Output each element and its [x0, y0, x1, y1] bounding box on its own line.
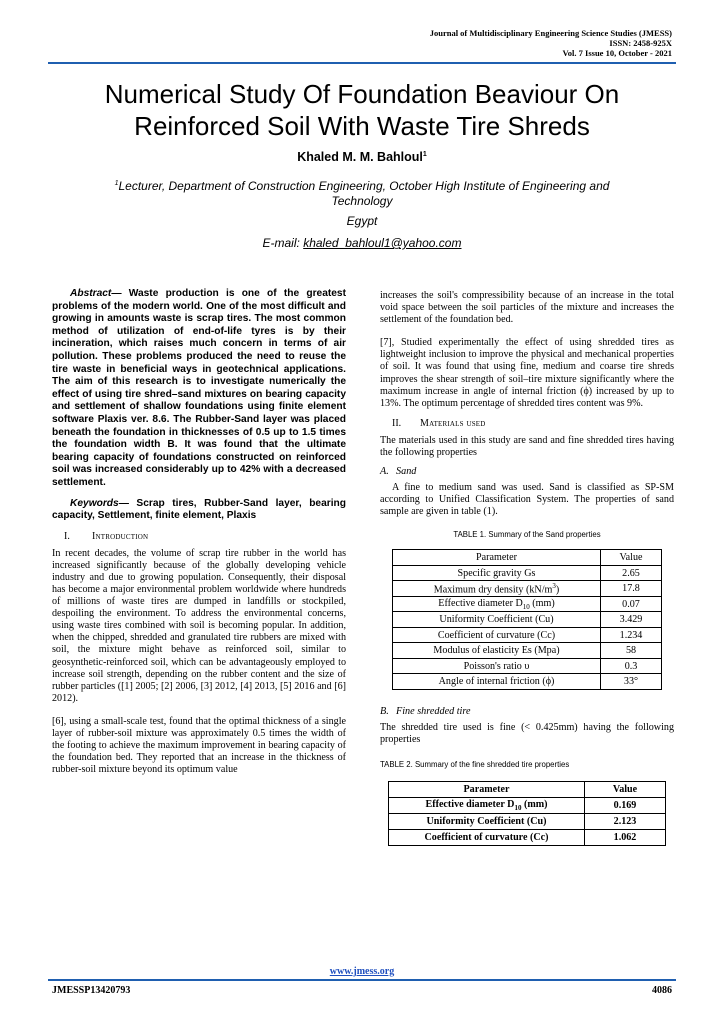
table-row	[393, 658, 662, 674]
table-row	[389, 798, 666, 814]
parameter-text: Specific gravity Gs	[457, 567, 536, 579]
subsection-heading-sand	[380, 466, 674, 477]
subsection-number: B.	[380, 705, 389, 717]
author-superscript: 1	[422, 150, 427, 158]
email-label: E-mail:	[262, 236, 304, 250]
materials-paragraph: The materials used in this study are sand and fine shredded tires having the following properties	[380, 434, 674, 458]
abstract	[52, 288, 346, 490]
subsection-title: Fine shredded tire	[396, 705, 471, 717]
email-link[interactable]: khaled_bahloul1@yahoo.com	[303, 236, 462, 250]
parameter-text: Maximum dry density (kN/m	[433, 584, 553, 596]
subsection-number: A.	[380, 466, 389, 478]
title-line-2: Reinforced Soil With Waste Tire Shreds	[134, 111, 590, 141]
table2-header-cell: Parameter	[389, 782, 585, 798]
parameter-cell	[393, 565, 601, 581]
parameter-unit: (mm)	[529, 597, 555, 609]
abstract-lead: Abstract	[70, 288, 112, 299]
journal-header	[430, 28, 672, 58]
parameter-cell	[393, 581, 601, 597]
journal-issn: ISSN: 2458-925X	[609, 38, 672, 48]
value-cell: 1.062	[585, 830, 666, 846]
table-row	[393, 674, 662, 690]
parameter-subscript: 10	[514, 804, 522, 812]
journal-link[interactable]: www.jmess.org	[329, 966, 395, 977]
table-1	[392, 549, 662, 690]
table1-header-cell: Value	[601, 550, 662, 566]
author-text: Khaled M. M. Bahloul	[297, 150, 423, 164]
table-2-caption: TABLE 2. Summary of the fine shredded tire properties	[380, 760, 570, 769]
tire-paragraph: The shredded tire used is fine (< 0.425mm) having the following properties	[380, 721, 674, 745]
intro-paragraph-1: In recent decades, the volume of scrap tire rubber in the world has increased significantly because of the globally developing vehicle industry and due to growing population. Consequently, their disposal has become a major environmental problem worldwide where hundreds of millions of waste tires are dumped in landfills or stockpiled, despoiling the environment. To address the environmental concerns, using waste tires combined with soil is becoming popular. In addition, when the chipped, shredded and granulated tire rubbers are mixed with soil, the mixture might behave as reinforced soil, similar to geosynthetic-reinforced soil, which can be advantageously employed to increase soil strength, depending on the rubber content and the size of rubber particles ([1] 2005; [2] 2006, [3] 2012, [4] 2013, [5] 2016 and [6] 2012).	[52, 547, 346, 704]
left-column	[52, 288, 346, 776]
table-row	[393, 643, 662, 659]
value-cell: 2.65	[601, 565, 662, 581]
country: Egypt	[346, 214, 378, 228]
value-cell: 33°	[601, 674, 662, 690]
value-cell: 0.3	[601, 658, 662, 674]
parameter-text: Effective diameter D	[438, 597, 523, 609]
parameter-text: Uniformity Coefficient (Cu)	[439, 614, 554, 626]
value-cell: 2.123	[585, 814, 666, 830]
paper-id: JMESSP13420793	[52, 985, 131, 996]
section-heading-introduction	[52, 531, 346, 542]
parameter-text: Uniformity Coefficient (Cu)	[426, 816, 547, 827]
keywords	[52, 498, 346, 523]
footer-rule	[48, 979, 676, 981]
keywords-text: — Scrap tires, Rubber-Sand layer, bearing capacity, Settlement, finite element, Plaxis	[52, 497, 346, 522]
value-cell: 0.169	[585, 798, 666, 814]
table1-header-row	[393, 550, 662, 566]
parameter-text: Poisson's ratio υ	[463, 660, 530, 672]
affiliation	[110, 176, 614, 209]
journal-name: Journal of Multidisciplinary Engineering Science Studies (JMESS)	[429, 28, 672, 38]
table-1-caption: TABLE 1. Summary of the Sand properties	[453, 530, 601, 540]
table-row	[393, 581, 662, 597]
abstract-text: — Waste production is one of the greatest problems of the modern world. One of the most difficult and growing in amounts waste is scrap tires. The most common method of utilization of end-of-life tyres is by their incineration, which raises much concern in terms of air pollution. These problems produced the need to reuse the tire waste in beneficial ways in geotechnical applications. The aim of this research is to investigate numerically the effect of using tire shred–sand mixtures on bearing capacity and settlement of shallow foundations using finite element software Plaxis ver. 8.6. The Rubber-Sand layer was placed beneath the foundation in thicknesses of 0.5 up to 1.5 times the foundation width B. It was found that the ultimate bearing capacity of foundations constructed on reinforced soil was increased considerably up to 42% with a decreased settlement.	[52, 288, 346, 488]
table-row	[393, 565, 662, 581]
parameter-unit: (mm)	[521, 798, 548, 810]
right-column	[380, 290, 674, 846]
parameter-cell	[393, 658, 601, 674]
section-number: I.	[64, 530, 70, 542]
parameter-text: Effective diameter D	[425, 798, 515, 810]
right-paragraph-1: increases the soil's compressibility because of an increase in the total void space between the soil particles of the mixture and increases the settlement of the foundation bed.	[380, 290, 674, 326]
table-row	[389, 830, 666, 846]
section-number: II.	[392, 417, 402, 429]
intro-paragraph-2: [6], using a small-scale test, found that the optimal thickness of a single layer of rubber-soil mixture was approximately 0.5 times the width of the footing to achieve the maximum improvement in bearing capacity of the foundation bed. They reported that an increase in the thickness of rubber-soil mixture beyond its optimum value	[52, 715, 346, 776]
parameter-cell	[393, 612, 601, 628]
affiliation-superscript: 1	[114, 180, 119, 187]
value-cell: 3.429	[601, 612, 662, 628]
parameter-text: Coefficient of curvature (Cc)	[437, 629, 556, 641]
value-cell: 0.07	[601, 596, 662, 612]
value-cell: 58	[601, 643, 662, 659]
parameter-unit: )	[555, 584, 560, 596]
paper-title	[40, 78, 684, 142]
table-row	[393, 596, 662, 612]
table-row	[393, 612, 662, 628]
parameter-cell	[389, 798, 585, 814]
table-row	[389, 814, 666, 830]
keywords-lead: Keywords	[70, 497, 119, 509]
table-2	[388, 781, 666, 846]
email-line	[0, 236, 724, 250]
page-number: 4086	[652, 985, 672, 996]
author-name	[0, 150, 724, 164]
affiliation-text: Lecturer, Department of Construction Engineering, October High Institute of Engineering and Technology	[118, 179, 610, 208]
section-title: Materials used	[420, 417, 486, 429]
parameter-cell	[393, 674, 601, 690]
parameter-subscript: 10	[522, 602, 530, 611]
footer-url	[0, 966, 724, 977]
subsection-title: Sand	[396, 466, 417, 478]
parameter-text: Angle of internal friction (ϕ)	[438, 676, 555, 688]
parameter-cell	[389, 830, 585, 846]
table2-header-row	[389, 782, 666, 798]
parameter-cell	[393, 596, 601, 612]
journal-volume: Vol. 7 Issue 10, October - 2021	[562, 48, 672, 58]
parameter-cell	[393, 643, 601, 659]
parameter-superscript: 3	[552, 581, 556, 590]
table1-header-cell: Parameter	[393, 550, 601, 566]
right-paragraph-2: [7], Studied experimentally the effect of using shredded tires as lightweight inclusion to improve the physical and mechanical properties of soil. It was found that using fine, medium and coarse tire shreds improves the shear strength of soil–tire mixture significantly where the maximum increase in angle of internal friction (ϕ) increased by up to 13%. The optimum percentage of shredded tires content was 9%.	[380, 337, 674, 409]
sand-paragraph: A fine to medium sand was used. Sand is classified as SP-SM according to Unified Classification System. The properties of sand sample are given in table (1).	[380, 482, 674, 518]
parameter-text: Modulus of elasticity Es (Mpa)	[433, 645, 560, 657]
subsection-heading-tire	[380, 706, 674, 717]
parameter-text: Coefficient of curvature (Cc)	[424, 832, 549, 843]
table2-header-cell: Value	[585, 782, 666, 798]
value-cell: 17.8	[601, 581, 662, 597]
parameter-cell	[389, 814, 585, 830]
value-cell: 1.234	[601, 627, 662, 643]
header-rule	[48, 62, 676, 64]
table-row	[393, 627, 662, 643]
section-title: Introduction	[92, 530, 149, 542]
section-heading-materials	[380, 418, 674, 429]
parameter-cell	[393, 627, 601, 643]
title-line-1: Numerical Study Of Foundation Beaviour On	[104, 79, 620, 109]
